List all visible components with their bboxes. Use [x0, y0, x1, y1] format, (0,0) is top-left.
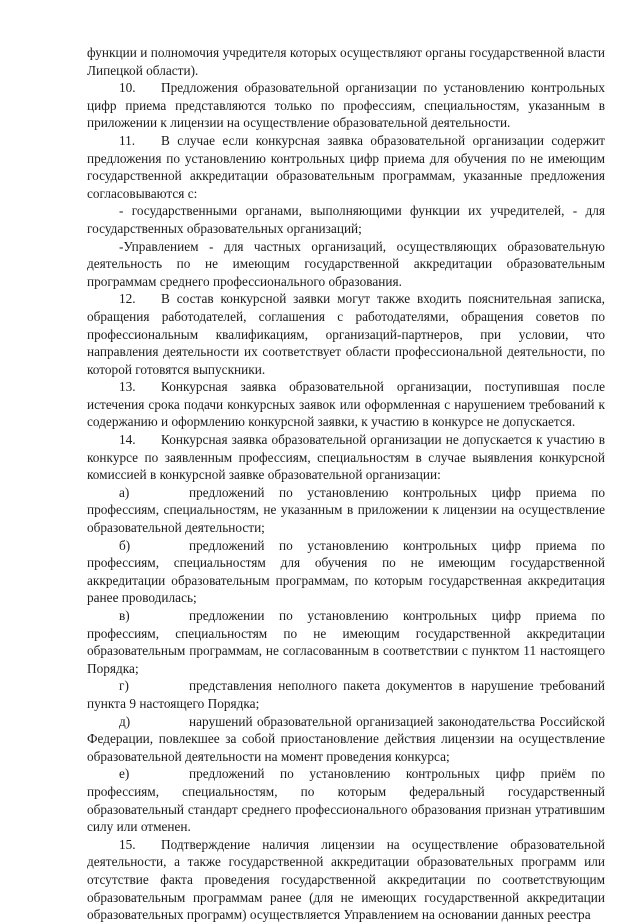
- paragraph-number: 11.: [119, 132, 136, 148]
- paragraph-continuation: функции и полномочия учредителя которых осуществляют органы государственной власти Липецкой области).: [87, 45, 605, 78]
- paragraph-number: 10.: [119, 80, 136, 96]
- paragraph-11: 11. В случае если конкурсная заявка образовательной организации содержит предложения по установлению контрольных цифр приема для обучения по не имеющим государственной аккредитации образовательным программам, указанные предложения согласовываются с:: [87, 132, 605, 201]
- item-letter: г): [119, 678, 129, 694]
- item-letter: в): [119, 608, 130, 623]
- item-letter: е): [119, 766, 130, 782]
- item-letter: б): [119, 537, 131, 553]
- paragraph-number: 13.: [119, 379, 136, 395]
- document-page: [87, 44, 605, 924]
- paragraph-14: 14. Конкурсная заявка образовательной организации не допускается к участию в конкурсе по заявленным профессиям, специальностям в случае выявления конкурсной комиссией в конкурсной заявке образовательной организации:: [87, 432, 605, 483]
- item-letter: д): [119, 713, 131, 729]
- paragraph-14-a: а) предложений по установлению контрольных цифр приема по профессиям, специальностям, не указанным в приложении к лицензии на осуществление образовательной деятельности;: [87, 484, 605, 536]
- paragraph-14-b: б) предложений по установлению контрольных цифр приема по профессиям, специальностям для обучения по не имеющим государственной аккредитации образовательным программам, по которым государственная аккредитация ранее проводилась;: [87, 537, 605, 606]
- paragraph-number: 15.: [119, 836, 136, 852]
- paragraph-12: 12. В состав конкурсной заявки могут также входить пояснительная записка, обращения работодателей, соглашения с работодателями, обращения советов по профессиональным квалификациям, организаций-партнеров, при условии, что направления деятельности их соответствует области профессиональной деятельности, по которой готовятся выпускники.: [87, 291, 605, 377]
- paragraph-number: 12.: [119, 291, 136, 307]
- paragraph-number: 14.: [119, 432, 136, 448]
- paragraph-14-e: е) предложений по установлению контрольных цифр приём по профессиям, специальностям, по которым федеральный государственный образовательный стандарт среднего профессионального образования признан утратившим силу или отменен.: [87, 766, 605, 835]
- item-letter: а): [119, 484, 130, 500]
- paragraph-11-item-state: - государственными органами, выполняющими функции их учредителей, - для государственных образовательных организаций;: [87, 203, 605, 236]
- paragraph-11-item-department: -Управлением - для частных организаций, осуществляющих образовательную деятельность по не имеющим государственной аккредитации образовательным программам среднего профессионального образования.: [87, 238, 605, 289]
- paragraph-13: 13. Конкурсная заявка образовательной организации, поступившая после истечения срока подачи конкурсных заявок или оформленная с нарушением требований к содержанию и оформлению конкурсной заявки, к участию в конкурсе не допускается.: [87, 379, 605, 430]
- paragraph-10: 10. Предложения образовательной организации по установлению контрольных цифр приема представляются только по профессиям, специальностям, указанным в приложении к лицензии на осуществление образовательной деятельности.: [87, 80, 605, 131]
- paragraph-14-d: д) нарушений образовательной организацией законодательства Российской Федерации, повлекшее за собой приостановление действия лицензии на осуществление образовательной деятельности на момент проведения конкурса;: [87, 713, 605, 764]
- paragraph-14-v: в) предложении по установлению контрольных цифр приема по профессиям, специальностям по не имеющим государственной аккредитации образовательным программам, не согласованным в соответствии с пунктом 11 настоящего Порядка;: [87, 608, 605, 676]
- paragraph-14-g: г) представления неполного пакета документов в нарушение требований пункта 9 настоящего Порядка;: [87, 678, 605, 711]
- paragraph-15: 15. Подтверждение наличия лицензии на осуществление образовательной деятельности, а также государственной аккредитации образовательных программ или отсутствие факта проведения государственной аккредитации по соответствующим образовательным программам ранее (для не имеющих государственной аккредитации образовательных программ) осуществляется Управлением на основании данных реестра: [87, 836, 605, 923]
